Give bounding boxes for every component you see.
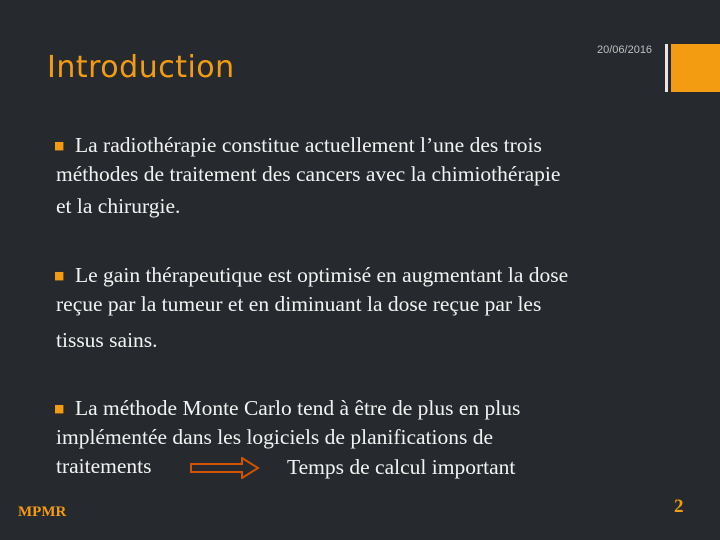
bullet-line: La radiothérapie constitue actuellement l’une des trois: [75, 133, 542, 157]
bullet-radiotherapy: [56, 131, 676, 221]
bullet-square-icon: ■: [54, 269, 65, 282]
bullet-line: traitements: [56, 454, 152, 478]
page-number: 2: [674, 496, 684, 517]
bullet-square-icon: ■: [54, 139, 65, 152]
consequence-text: Temps de calcul important: [287, 455, 516, 479]
header-accent-bar: [671, 44, 720, 92]
bullet-line: Le gain thérapeutique est optimisé en augmentant la dose: [75, 263, 569, 287]
bullet-line: et la chirurgie.: [56, 194, 181, 218]
bullet-line: tissus sains.: [56, 328, 158, 352]
slide-date: 20/06/2016: [597, 44, 653, 56]
bullet-line: La méthode Monte Carlo tend à être de plus en plus: [75, 396, 521, 420]
bullet-line: reçue par la tumeur et en diminuant la dose reçue par les: [56, 292, 542, 316]
header-divider-bar: [665, 44, 668, 92]
right-arrow-icon: [190, 457, 260, 479]
bullet-line: implémentée dans les logiciels de planifications de: [56, 425, 494, 449]
bullet-square-icon: ■: [54, 402, 65, 415]
footer-label: MPMR: [18, 504, 67, 520]
bullet-line: méthodes de traitement des cancers avec la chimiothérapie: [56, 162, 561, 186]
slide-title: Introduction: [47, 50, 235, 85]
bullet-therapeutic-gain: [56, 261, 676, 355]
